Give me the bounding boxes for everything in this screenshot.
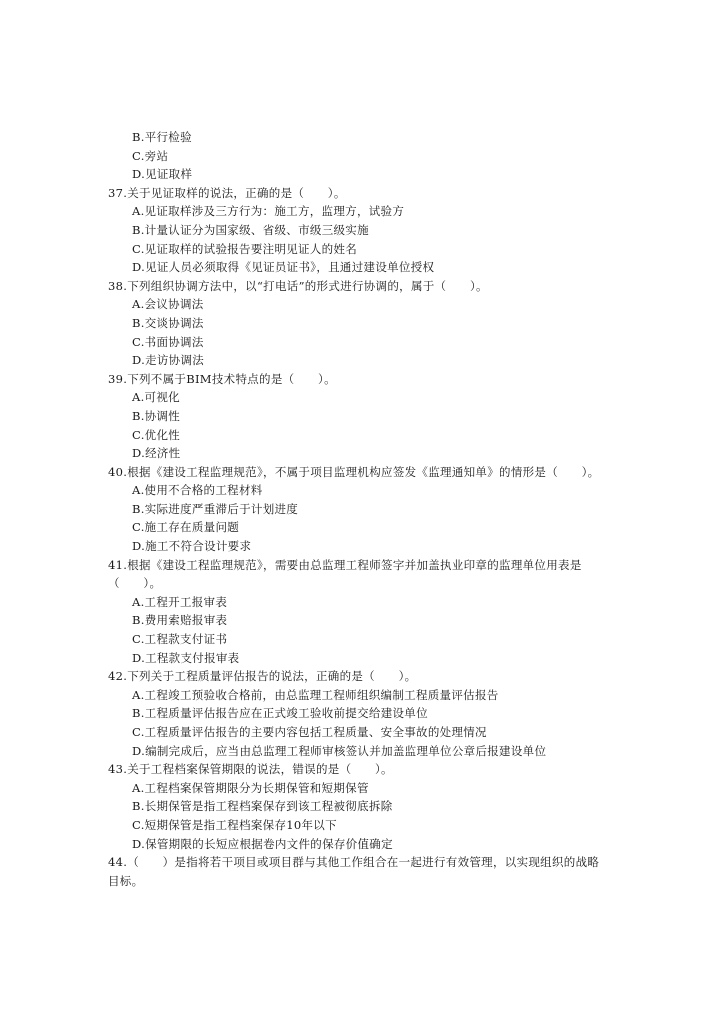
question-41-stem-cont: （ ）。: [108, 576, 162, 591]
question-39-option-c: C.优化性: [132, 427, 181, 442]
question-38-option-a: A.会议协调法: [132, 297, 204, 312]
question-37-stem: 37.关于见证取样的说法，正确的是（ ）。: [108, 185, 346, 200]
question-40-option-b: B.实际进度严重滞后于计划进度: [132, 501, 299, 516]
question-38-option-c: C.书面协调法: [132, 334, 204, 349]
question-43-option-d: D.保管期限的长短应根据卷内文件的保存价值确定: [132, 836, 393, 851]
question-41-option-b: B.费用索赔报审表: [132, 613, 228, 628]
question-37-option-a: A.见证取样涉及三方行为：施工方，监理方，试验方: [132, 204, 405, 219]
question-40-option-d: D.施工不符合设计要求: [132, 539, 252, 554]
question-43-option-a: A.工程档案保管期限分为长期保管和短期保管: [132, 780, 369, 795]
question-41-option-d: D.工程款支付报审表: [132, 650, 240, 665]
question-40-stem: 40.根据《建设工程监理规范》，不属于项目监理机构应签发《监理通知单》的情形是（ ）。: [108, 464, 600, 479]
question-37-option-b: B.计量认证分为国家级、省级、市级三级实施: [132, 222, 369, 237]
question-40-option-c: C.施工存在质量问题: [132, 520, 240, 535]
question-42-option-d: D.编制完成后，应当由总监理工程师审核签认并加盖监理单位公章后报建设单位: [132, 743, 547, 758]
question-43-stem: 43.关于工程档案保管期限的说法，错误的是（ ）。: [108, 762, 393, 777]
question-38-option-d: D.走访协调法: [132, 353, 205, 368]
question-42-option-b: B.工程质量评估报告应在正式竣工验收前提交给建设单位: [132, 706, 428, 721]
question-39-stem: 39.下列不属于BIM技术特点的是（ ）。: [108, 371, 336, 386]
question-41-option-c: C.工程款支付证书: [132, 632, 228, 647]
question-38-option-b: B.交谈协调法: [132, 315, 204, 330]
question-38-stem: 38.下列组织协调方法中，以“打电话”的形式进行协调的，属于（ ）。: [108, 278, 488, 293]
question-43-option-c: C.短期保管是指工程档案保存10年以下: [132, 817, 337, 832]
question-44-stem: 44.（ ）是指将若干项目或项目群与其他工作组合在一起进行有效管理，以实现组织的战略: [108, 855, 600, 870]
document-page: [108, 128, 623, 890]
option-b-prev: B.平行检验: [132, 130, 192, 144]
question-42-option-a: A.工程竣工预验收合格前，由总监理工程师组织编制工程质量评估报告: [132, 687, 499, 702]
question-37-option-c: C.见证取样的试验报告要注明见证人的姓名: [132, 241, 358, 256]
question-43-option-b: B.长期保管是指工程档案保存到该工程被彻底拆除: [132, 799, 393, 814]
question-44-stem-cont: 目标。: [108, 873, 144, 888]
option-d-prev: D.见证取样: [132, 167, 193, 182]
question-39-option-d: D.经济性: [132, 446, 181, 461]
question-39-option-b: B.协调性: [132, 408, 181, 423]
question-41-stem: 41.根据《建设工程监理规范》，需要由总监理工程师签字并加盖执业印章的监理单位用表是: [108, 557, 582, 572]
question-42-stem: 42.下列关于工程质量评估报告的说法，正确的是（ ）。: [108, 669, 417, 684]
question-39-option-a: A.可视化: [132, 390, 180, 405]
option-c-prev: C.旁站: [132, 148, 169, 163]
question-40-option-a: A.使用不合格的工程材料: [132, 483, 263, 498]
question-37-option-d: D.见证人员必须取得《见证员证书》，且通过建设单位授权: [132, 260, 435, 275]
question-42-option-c: C.工程质量评估报告的主要内容包括工程质量、安全事故的处理情况: [132, 725, 487, 739]
question-41-option-a: A.工程开工报审表: [132, 594, 228, 609]
